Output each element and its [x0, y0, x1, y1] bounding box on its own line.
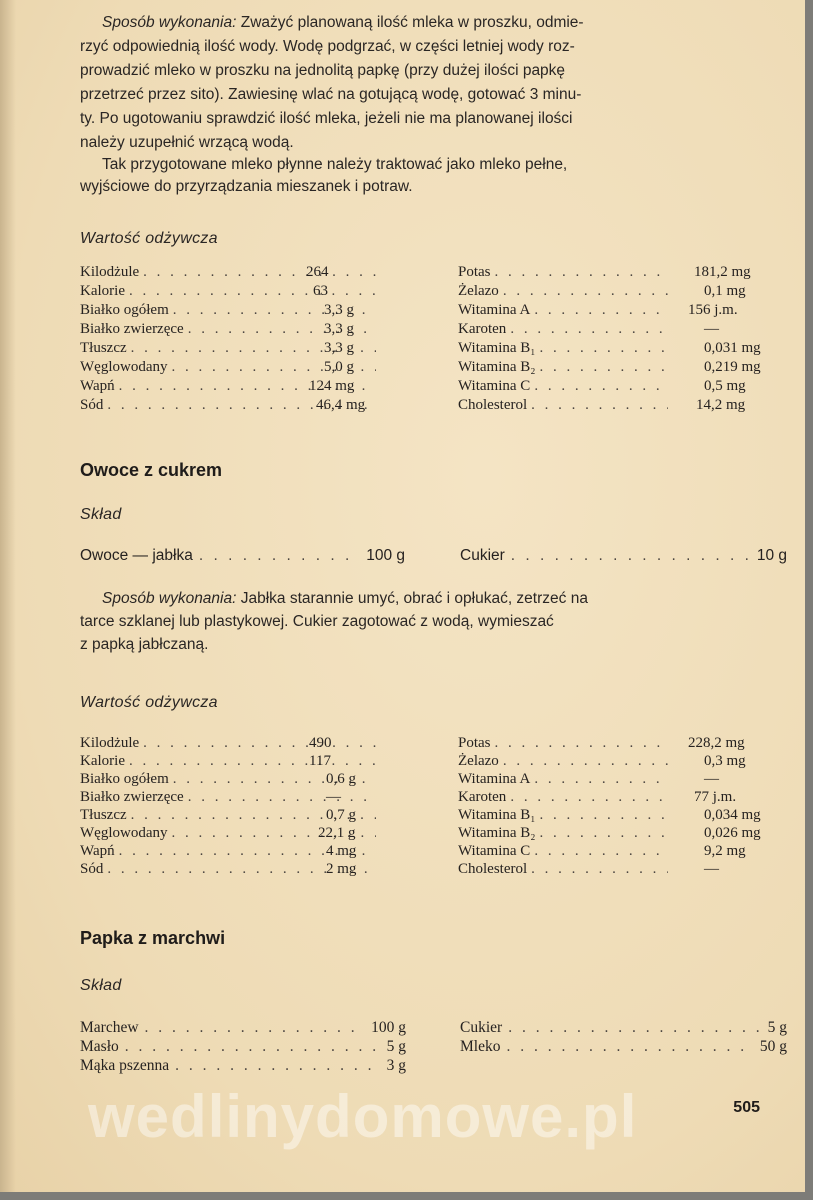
ingredient-row: Masło . . . 5 g — [80, 1037, 406, 1056]
nutrition-row: Tłuszcz . . . 3,3 g — [80, 339, 380, 357]
nutrition-row: Cholesterol . . . — — [458, 860, 768, 878]
nutrition-row: Żelazo . . . 0,1 mg — [458, 282, 768, 300]
ingredient-row: Cukier . . . 10 g — [460, 546, 787, 565]
nutrition-row: Białko zwierzęce . . . 3,3 g — [80, 320, 380, 338]
nutrition-row: Wapń . . . 124 mg — [80, 377, 380, 395]
page-number: 505 — [733, 1099, 760, 1116]
nutrition-row: Wapń . . . 4 mg — [80, 842, 380, 860]
nutrition-row: Żelazo . . . 0,3 mg — [458, 752, 768, 770]
method-line: przetrzeć przez sito). Zawiesinę wlać na gotującą wodę, gotować 3 minu- — [80, 86, 582, 103]
method-line: rzyć odpowiednią ilość wody. Wodę podgrzać, w części letniej wody roz- — [80, 38, 575, 55]
watermark: wedlinydomowe.pl — [88, 1083, 638, 1150]
nutrition-row: Tłuszcz . . . 0,7 g — [80, 806, 380, 824]
nutrition-row: Witamina A . . . — — [458, 770, 768, 788]
method-label: Sposób wykonania: — [102, 14, 237, 31]
nutrition-row: Białko ogółem . . . 3,3 g — [80, 301, 380, 319]
sklad-label: Skład — [80, 977, 122, 994]
nutrition-row: Kalorie . . . 63 — [80, 282, 380, 300]
page-edge-shadow — [0, 0, 16, 1192]
nutrition-row: Węglowodany . . . 5,0 g — [80, 358, 380, 376]
recipe-title: Papka z marchwi — [80, 928, 226, 948]
method-line: Tak przygotowane mleko płynne należy traktować jako mleko pełne, — [102, 156, 568, 173]
ingredient-row: Owoce — jabłka . . . 100 g — [80, 546, 405, 565]
recipe-title: Owoce z cukrem — [80, 460, 223, 480]
nutrition-row: Witamina B₁ . . . 0,031 mg — [458, 339, 768, 357]
method-line: ty. Po ugotowaniu sprawdzić ilość mleka, jeżeli nie ma planowanej ilości — [80, 110, 573, 127]
nutrition-row: Witamina B₂ . . . 0,026 mg — [458, 824, 768, 842]
nutrition-row: Białko ogółem . . . 0,6 g — [80, 770, 380, 788]
method-label: Sposób wykonania: — [102, 590, 237, 607]
nutrition-row: Karoten . . . — — [458, 320, 768, 338]
nutrition-row: Kilodżule . . . 264 — [80, 263, 380, 281]
nutrition-row: Witamina B₁ . . . 0,034 mg — [458, 806, 768, 824]
sklad-label: Skład — [80, 506, 122, 523]
nutrition-row: Kalorie . . . 117 — [80, 752, 380, 770]
method-line: z papką jabłczaną. — [80, 636, 209, 653]
nutrition-title: Wartość odżywcza — [80, 230, 218, 247]
nutrition-row: Cholesterol . . . 14,2 mg — [458, 396, 768, 414]
method-line: prowadzić mleko w proszku na jednolitą papkę (przy dużej ilości papkę — [80, 62, 566, 79]
ingredient-row: Marchew . . . 100 g — [80, 1018, 406, 1037]
nutrition-title: Wartość odżywcza — [80, 694, 218, 711]
nutrition-row: Witamina C . . . 9,2 mg — [458, 842, 768, 860]
nutrition-row: Białko zwierzęce . . . — — [80, 788, 380, 806]
nutrition-row: Witamina A . . . 156 j.m. — [458, 301, 768, 319]
method-line: należy uzupełnić wrzącą wodą. — [80, 134, 294, 151]
nutrition-row: Karoten . . . 77 j.m. — [458, 788, 768, 806]
method-line: Sposób wykonania: Zważyć planowaną ilość mleka w proszku, odmie- — [102, 14, 584, 31]
nutrition-row: Węglowodany . . . 22,1 g — [80, 824, 380, 842]
nutrition-row: Sód . . . 2 mg — [80, 860, 380, 878]
nutrition-row: Potas . . . 228,2 mg — [458, 734, 768, 752]
ingredient-row: Mąka pszenna . . . 3 g — [80, 1056, 406, 1075]
nutrition-row: Potas . . . 181,2 mg — [458, 263, 768, 281]
method-line: tarce szklanej lub plastykowej. Cukier zagotować z wodą, wymieszać — [80, 613, 554, 630]
nutrition-row: Kilodżule . . . 490 — [80, 734, 380, 752]
nutrition-row: Witamina C . . . 0,5 mg — [458, 377, 768, 395]
method-line: Sposób wykonania: Jabłka starannie umyć, obrać i opłukać, zetrzeć na — [102, 590, 588, 607]
ingredient-row: Mleko . . . 50 g — [460, 1037, 787, 1056]
ingredient-row: Cukier . . . 5 g — [460, 1018, 787, 1037]
nutrition-row: Sód . . . 46,4 mg — [80, 396, 380, 414]
nutrition-row: Witamina B₂ . . . 0,219 mg — [458, 358, 768, 376]
method-line: wyjściowe do przyrządzania mieszanek i potraw. — [80, 178, 413, 195]
